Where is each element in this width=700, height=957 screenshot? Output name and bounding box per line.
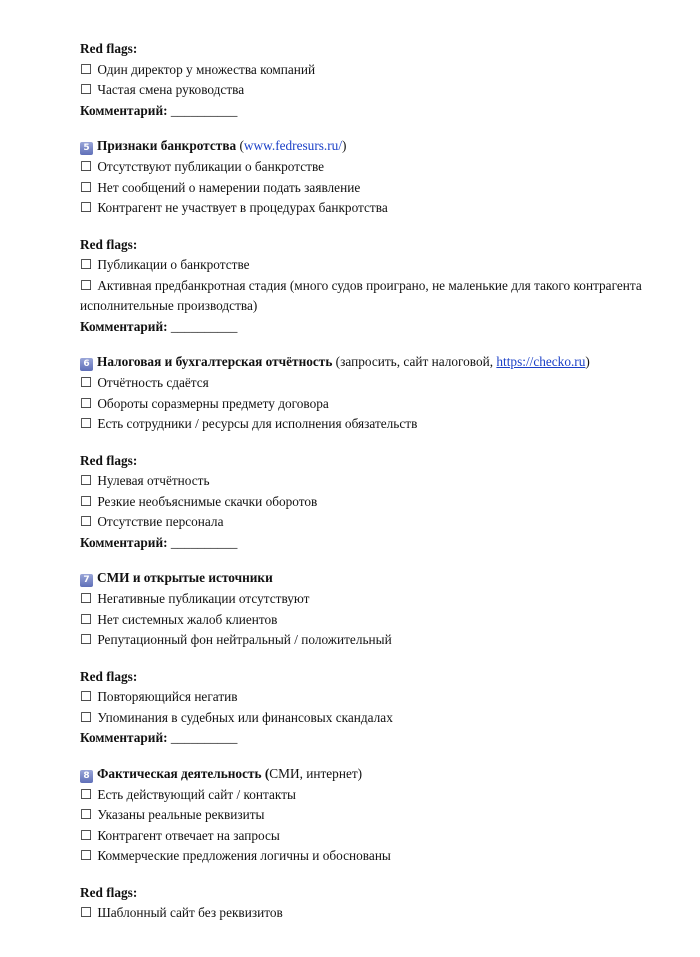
checkbox-icon[interactable]: ☐ [80,611,92,627]
checkbox-icon[interactable]: ☐ [80,416,92,431]
checkbox-icon[interactable]: ☐ [80,786,92,802]
checko-link[interactable]: https://checko.ru [496,354,586,369]
check-item[interactable]: ☐ Отчётность сдаётся [80,373,670,394]
number-8-icon: 8 [80,770,93,783]
comment-line: Комментарий: __________ [80,102,238,118]
check-item[interactable]: ☐ Контрагент не участвует в процедурах банкротства [80,198,670,219]
comment-line: Комментарий: __________ [80,318,238,334]
checkbox-icon[interactable]: ☐ [80,179,92,195]
section-6-heading: 6 Налоговая и бухгалтерская отчётность (запросить, сайт налоговой, https://checko.ru) [80,351,670,373]
flag-item[interactable]: ☐ Отсутствие персонала [80,512,670,533]
checkbox-icon[interactable]: ☐ [80,905,92,920]
check-item[interactable]: ☐ Указаны реальные реквизиты [80,805,670,826]
checkbox-icon[interactable]: ☐ [80,514,92,529]
comment-line: Комментарий: __________ [80,730,238,745]
checkbox-icon[interactable]: ☐ [80,591,92,606]
red-flags-heading: Red flags: [80,41,138,56]
check-item[interactable]: ☐ Есть сотрудники / ресурсы для исполнения обязательств [80,414,670,435]
check-item[interactable]: ☐ Нет сообщений о намерении подать заявление [80,178,670,199]
flag-item[interactable]: ☐ Публикации о банкротстве [80,255,670,276]
number-6-icon: 6 [80,358,93,371]
checkbox-icon[interactable]: ☐ [80,807,92,822]
flag-item[interactable]: ☐ Шаблонный сайт без реквизитов [80,903,670,924]
flag-item[interactable]: ☐ Один директор у множества компаний [80,60,670,81]
number-5-icon: 5 [80,142,93,155]
checkbox-icon[interactable]: ☐ [80,200,92,215]
checkbox-icon[interactable]: ☐ [80,375,92,390]
checkbox-icon[interactable]: ☐ [80,257,92,272]
checkbox-icon[interactable]: ☐ [80,848,92,863]
flag-item[interactable]: ☐ Активная предбанкротная стадия (много судов проиграно, не маленькие для такого контрагента исполнительные производства) [80,277,642,313]
checkbox-icon[interactable]: ☐ [80,689,92,704]
checkbox-icon[interactable]: ☐ [80,61,92,77]
checkbox-icon[interactable]: ☐ [80,473,92,488]
checkbox-icon[interactable]: ☐ [80,82,92,97]
red-flags-heading: Red flags: [80,884,138,900]
check-item[interactable]: ☐ Негативные публикации отсутствуют [80,589,670,610]
checkbox-icon[interactable]: ☐ [80,709,92,725]
check-item[interactable]: ☐ Нет системных жалоб клиентов [80,610,670,631]
flag-item[interactable]: ☐ Упоминания в судебных или финансовых скандалах [80,708,670,729]
document-page [80,39,670,924]
checkbox-icon[interactable]: ☐ [80,827,92,843]
flag-item[interactable]: ☐ Резкие необъяснимые скачки оборотов [80,492,670,513]
checkbox-icon[interactable]: ☐ [80,493,92,509]
flag-item[interactable]: ☐ Нулевая отчётность [80,471,670,492]
checkbox-icon[interactable]: ☐ [80,159,92,174]
check-item[interactable]: ☐ Репутационный фон нейтральный / положительный [80,630,670,651]
flag-item[interactable]: ☐ Частая смена руководства [80,80,670,101]
check-item[interactable]: ☐ Обороты соразмерны предмету договора [80,394,670,415]
number-7-icon: 7 [80,574,93,587]
check-item[interactable]: ☐ Коммерческие предложения логичны и обоснованы [80,846,670,867]
checkbox-icon[interactable]: ☐ [80,277,92,293]
check-item[interactable]: ☐ Контрагент отвечает на запросы [80,826,670,847]
check-item[interactable]: ☐ Есть действующий сайт / контакты [80,785,670,806]
red-flags-heading: Red flags: [80,668,138,684]
red-flags-heading: Red flags: [80,236,138,252]
checkbox-icon[interactable]: ☐ [80,395,92,411]
section-5-heading: 5 Признаки банкротства (www.fedresurs.ru/) [80,135,670,157]
red-flags-heading: Red flags: [80,452,138,468]
checkbox-icon[interactable]: ☐ [80,632,92,647]
fedresurs-link[interactable]: www.fedresurs.ru/ [243,138,343,153]
check-item[interactable]: ☐ Отсутствуют публикации о банкротстве [80,157,670,178]
flag-item[interactable]: ☐ Повторяющийся негатив [80,687,670,708]
comment-line: Комментарий: __________ [80,534,238,550]
section-7-heading: 7 СМИ и открытые источники [80,567,670,589]
section-8-heading: 8 Фактическая деятельность (СМИ, интернет) [80,763,670,785]
